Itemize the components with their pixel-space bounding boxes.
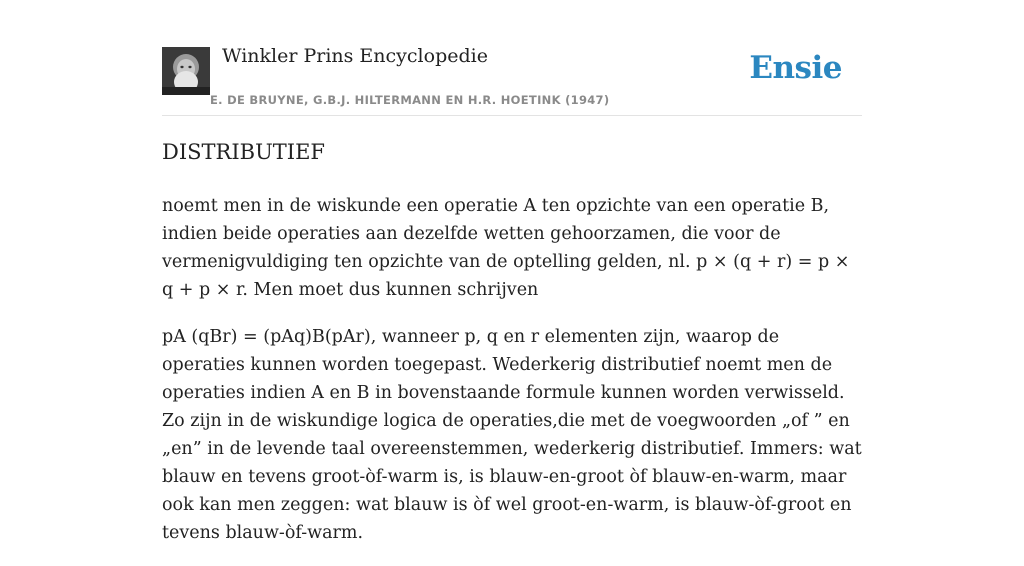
entry-paragraph: pA (qBr) = (pAq)B(pAr), wanneer p, q en r elementen zijn, waarop de operaties kunnen worden toegepast. Wederkerig distributief noemt men de operaties indien A en B in bovenstaande formule kunnen worden verwisseld. Zo zijn in de wiskundige logica de operaties,die met de voegwoorden „of ” en „en” in de levende taal overeenstemmen, wederkerig distributief. Immers: wat blauw en tevens groot-òf-warm is, is blauw-en-groot òf blauw-en-warm, maar ook kan men zeggen: wat blauw is òf wel groot-en-warm, is blauw-òf-groot en tevens blauw-òf-warm.: [162, 327, 862, 543]
source-title[interactable]: Winkler Prins Encyclopedie: [222, 45, 488, 67]
header-divider: [162, 115, 862, 116]
entry-paragraph: noemt men in de wiskunde een operatie A ten opzichte van een operatie B, indien beide operaties aan dezelfde wetten gehoorzamen, die voor de vermenigvuldiging ten opzichte van de optelling gelden, nl. p × (q + r) = p × q + p × r. Men moet dus kunnen schrijven: [162, 196, 850, 300]
portrait-icon: [162, 47, 210, 95]
brand-logo[interactable]: Ensie: [749, 50, 842, 86]
entry-body: [162, 192, 862, 566]
author-avatar[interactable]: [162, 47, 210, 95]
source-authors: E. DE BRUYNE, G.B.J. HILTERMANN EN H.R. HOETINK (1947): [210, 93, 610, 107]
entry-title: DISTRIBUTIEF: [162, 140, 325, 164]
